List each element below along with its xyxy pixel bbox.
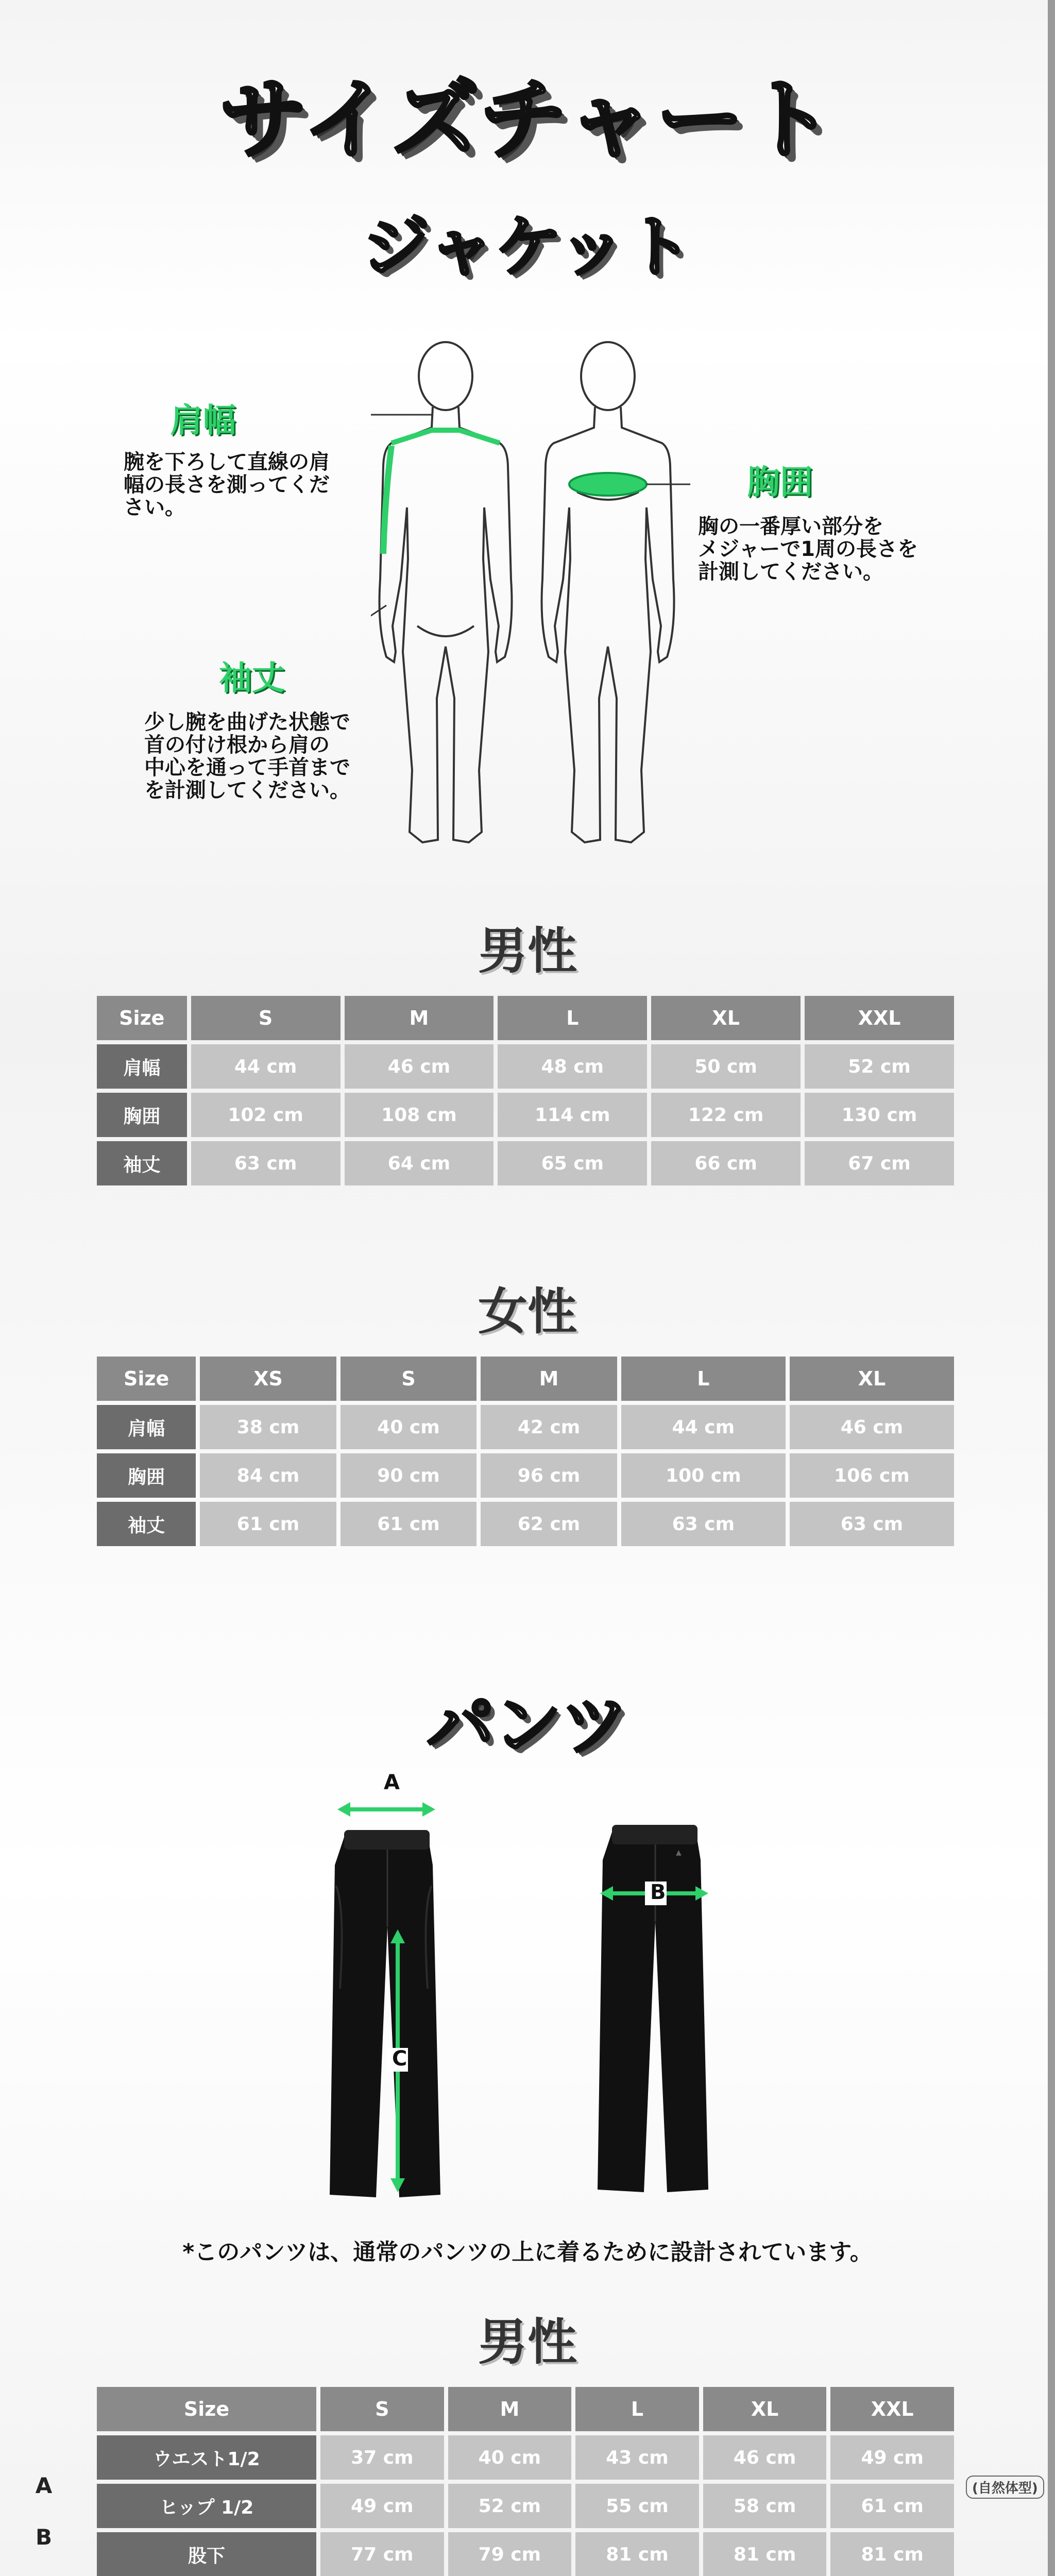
row-label: 袖丈 [97, 1502, 196, 1546]
brand-mark: ▲ [676, 1849, 682, 1857]
table-row [97, 1093, 954, 1137]
row-label: 袖丈 [97, 1141, 187, 1185]
table-cell: 44 cm [191, 1044, 341, 1089]
table-cell: 40 cm [448, 2435, 572, 2480]
table-cell: 63 cm [790, 1502, 954, 1546]
marker-c-label: C [392, 2047, 407, 2071]
table-cell: 62 cm [481, 1502, 617, 1546]
chest-description [698, 515, 918, 583]
table-cell: 64 cm [345, 1141, 494, 1185]
jacket-section-title: ジャケット [362, 208, 693, 286]
table-cell: 49 cm [830, 2435, 954, 2480]
chest-desc-line: 計測してください。 [698, 560, 883, 584]
table-cell: 55 cm [575, 2484, 699, 2528]
table-cell: 46 cm [345, 1044, 494, 1089]
table-cell: 42 cm [481, 1405, 617, 1449]
table-row [97, 2484, 954, 2528]
table-cell: 50 cm [651, 1044, 801, 1089]
row-letter-marker: B [35, 2524, 52, 2550]
body-figures-illustration [371, 337, 690, 863]
table-cell: 38 cm [200, 1405, 336, 1449]
table-cell: 90 cm [341, 1453, 477, 1498]
marker-a-label: A [384, 1771, 400, 1794]
table-cell: 63 cm [191, 1141, 341, 1185]
table-cell: 106 cm [790, 1453, 954, 1498]
jacket-women-title: 女性 [478, 1283, 577, 1341]
pants-front [330, 1830, 440, 2197]
table-row [97, 2532, 954, 2576]
row-label: 肩幅 [97, 1044, 187, 1089]
table-cell: 114 cm [498, 1093, 647, 1137]
table-cell: 81 cm [703, 2532, 827, 2576]
table-header-cell: S [320, 2387, 444, 2431]
table-cell: 61 cm [341, 1502, 477, 1546]
table-header-cell: L [575, 2387, 699, 2431]
table-header-cell: Size [97, 996, 187, 1040]
table-cell: 65 cm [498, 1141, 647, 1185]
table-header-cell: L [498, 996, 647, 1040]
chest-label: 胸囲 [747, 464, 813, 502]
table-header-cell: XL [790, 1357, 954, 1401]
chest-desc-line: メジャーで1周の長さを [698, 537, 918, 561]
table-cell: 122 cm [651, 1093, 801, 1137]
table-cell: 96 cm [481, 1453, 617, 1498]
pants-men-title: 男性 [478, 2313, 577, 2371]
sleeve-desc-line: 首の付け根から肩の [144, 733, 330, 757]
row-label: 胸囲 [97, 1453, 196, 1498]
table-row [97, 1405, 954, 1449]
table-header-cell: M [448, 2387, 572, 2431]
table-cell: 48 cm [498, 1044, 647, 1089]
sleeve-label: 袖丈 [219, 659, 285, 698]
table-cell: 67 cm [805, 1141, 954, 1185]
shoulder-highlight [392, 430, 500, 443]
sleeve-description [144, 711, 350, 802]
table-header-cell: XXL [830, 2387, 954, 2431]
page-title: サイズチャート [219, 69, 836, 171]
row-label: 胸囲 [97, 1093, 187, 1137]
row-label: 肩幅 [97, 1405, 196, 1449]
shoulder-description [124, 451, 330, 519]
table-header-cell: S [191, 996, 341, 1040]
table-cell: 46 cm [790, 1405, 954, 1449]
table-header-row [97, 2387, 954, 2431]
row-label: ヒップ 1/2 [97, 2484, 316, 2528]
sleeve-desc-line: を計測してください。 [144, 778, 350, 802]
shoulder-desc-line: 幅の長さを測ってくだ [124, 473, 330, 497]
table-header-cell: XL [703, 2387, 827, 2431]
table-cell: 81 cm [575, 2532, 699, 2576]
table-cell: 58 cm [703, 2484, 827, 2528]
row-label: 股下 [97, 2532, 316, 2576]
table-header-cell: XS [200, 1357, 336, 1401]
jacket-women-size-table [93, 1352, 958, 1550]
table-header-cell: Size [97, 2387, 316, 2431]
row-letter-marker: A [35, 2473, 53, 2498]
page-right-border [1048, 0, 1055, 2576]
table-row [97, 1044, 954, 1089]
table-cell: 44 cm [621, 1405, 786, 1449]
row-label: ウエスト1/2 [97, 2435, 316, 2480]
table-cell: 102 cm [191, 1093, 341, 1137]
table-header-cell: Size [97, 1357, 196, 1401]
front-figure [542, 342, 674, 842]
chest-desc-line: 胸の一番厚い部分を [698, 515, 883, 538]
table-cell: 40 cm [341, 1405, 477, 1449]
shoulder-desc-line: さい。 [124, 496, 185, 519]
table-cell: 66 cm [651, 1141, 801, 1185]
table-header-cell: L [621, 1357, 786, 1401]
sleeve-desc-line: 中心を通って手首まで [144, 756, 350, 779]
pants-men-size-table [93, 2383, 958, 2576]
table-cell: 37 cm [320, 2435, 444, 2480]
table-row [97, 1502, 954, 1546]
pants-section-title: パンツ [427, 1686, 628, 1765]
table-cell: 108 cm [345, 1093, 494, 1137]
table-cell: 61 cm [200, 1502, 336, 1546]
table-header-cell: S [341, 1357, 477, 1401]
table-cell: 79 cm [448, 2532, 572, 2576]
table-cell: 46 cm [703, 2435, 827, 2480]
pants-back [598, 1825, 708, 2192]
shoulder-desc-line: 腕を下ろして直線の肩 [124, 450, 330, 474]
table-cell: 63 cm [621, 1502, 786, 1546]
measure-a-arrow [337, 1802, 435, 1817]
chest-highlight [569, 473, 646, 496]
table-header-cell: XL [651, 996, 801, 1040]
table-cell: 43 cm [575, 2435, 699, 2480]
table-cell: 61 cm [830, 2484, 954, 2528]
table-row [97, 1453, 954, 1498]
table-header-row [97, 1357, 954, 1401]
table-cell: 100 cm [621, 1453, 786, 1498]
sleeve-desc-line: 少し腕を曲げた状態で [144, 710, 350, 734]
table-cell: 52 cm [448, 2484, 572, 2528]
shoulder-label: 肩幅 [170, 402, 236, 440]
table-cell: 84 cm [200, 1453, 336, 1498]
pants-note: *このパンツは、通常のパンツの上に着るために設計されています。 [182, 2239, 873, 2265]
jacket-men-size-table [93, 992, 958, 1190]
natural-body-type-note: (自然体型) [966, 2476, 1044, 2499]
table-cell: 77 cm [320, 2532, 444, 2576]
jacket-men-title: 男性 [478, 922, 577, 980]
table-header-cell: M [345, 996, 494, 1040]
pants-illustration [309, 1772, 773, 2215]
table-header-cell: M [481, 1357, 617, 1401]
back-figure [380, 342, 512, 842]
table-row [97, 2435, 954, 2480]
table-header-cell: XXL [805, 996, 954, 1040]
table-row [97, 1141, 954, 1185]
table-cell: 49 cm [320, 2484, 444, 2528]
marker-b-label: B [650, 1880, 666, 1904]
table-cell: 130 cm [805, 1093, 954, 1137]
table-cell: 52 cm [805, 1044, 954, 1089]
table-cell: 81 cm [830, 2532, 954, 2576]
table-header-row [97, 996, 954, 1040]
